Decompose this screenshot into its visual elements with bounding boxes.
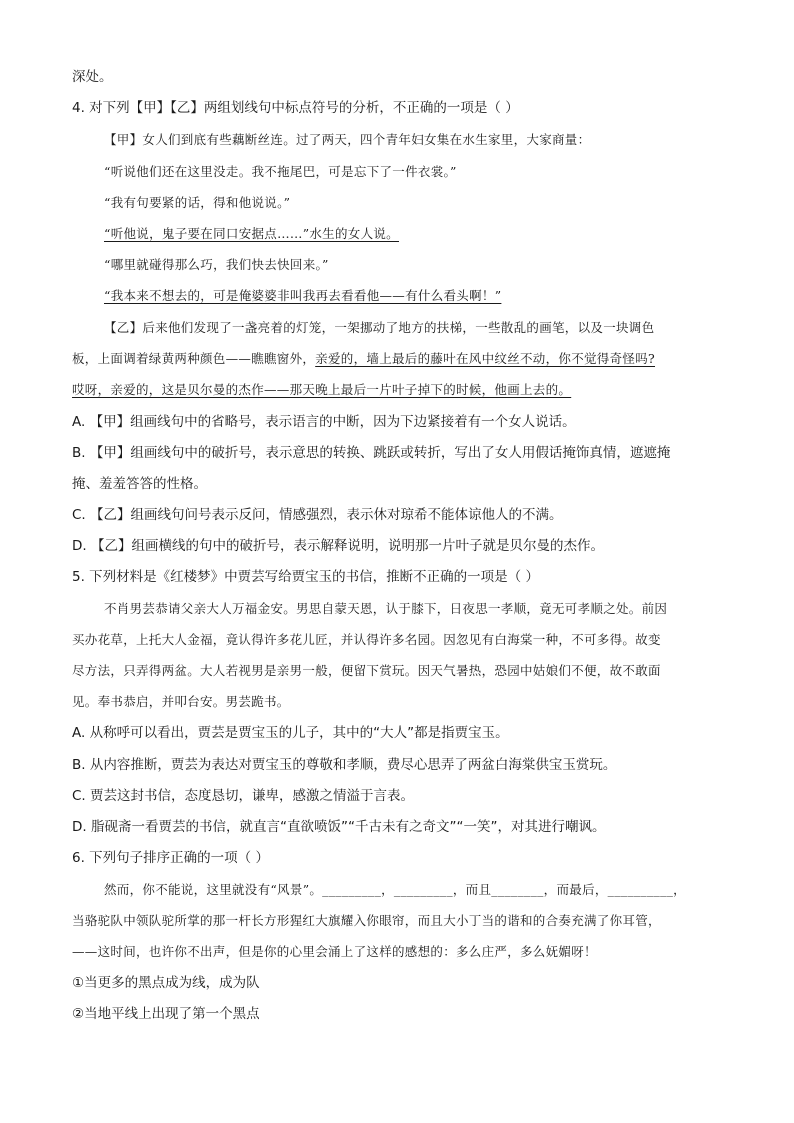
passage-yi-plain: 板，上面调着绿黄两种颜色——瞧瞧窗外， (72, 351, 316, 366)
option-b: B. 从内容推断，贾芸为表达对贾宝玉的尊敬和孝顺，费尽心思弄了两盆白海棠供宝玉赏玩。 (72, 757, 617, 773)
option-b-continued: 掩、羞羞答答的性格。 (72, 476, 207, 492)
option-b: B. 【甲】组画线句中的破折号，表示意思的转换、跳跃或转折，写出了女人用假话掩饰真情，遮遮掩 (72, 445, 671, 461)
option-a: A. 从称呼可以看出，贾芸是贾宝玉的儿子，其中的“大人”都是指贾宝玉。 (72, 725, 509, 741)
passage-yi-line: 【乙】后来他们发现了一盏亮着的灯笼，一架挪动了地方的扶梯，一些散乱的画笔，以及一块调色 (104, 320, 655, 335)
underlined-sentence: 哎呀，亲爱的，这是贝尔曼的杰作——那天晚上最后一片叶子掉下的时候，他画上去的。 (72, 382, 572, 397)
option-d: D. 脂砚斋一看贾芸的书信，就直言“直欲喷饭”“千古未有之奇文”“一笑”，对其进行嘲讽。 (72, 819, 606, 835)
text-line: 深处。 (72, 69, 113, 85)
question-6-title: 6. 下列句子排序正确的一项（ ） (72, 850, 269, 866)
option-d: D. 【乙】组画横线的句中的破折号，表示解释说明，说明那一片叶子就是贝尔曼的杰作。 (72, 538, 604, 554)
option-a: A. 【甲】组画线句中的省略号，表示语言的中断，因为下边紧接着有一个女人说话。 (72, 414, 576, 430)
underlined-sentence: 亲爱的，墙上最后的藤叶在风中纹丝不动，你不觉得奇怪吗? (315, 351, 656, 366)
sentence-option-1: ①当更多的黑点成为线，成为队 (72, 975, 260, 991)
letter-line: 不肖男芸恭请父亲大人万福金安。男思自蒙天恩，认于膝下，日夜思一孝顺，竟无可孝顺之处。前因 (104, 601, 668, 616)
option-c: C. 贾芸这封书信，态度恳切，谦卑，感激之情溢于言表。 (72, 788, 415, 804)
passage-line: ——这时间，也许你不出声，但是你的心里会涌上了这样的感想的：多么庄严，多么妩媚呀！ (72, 944, 597, 959)
passage-jia-line: “我有句要紧的话，得和他说说。” (104, 195, 291, 210)
passage-jia-line: 【甲】女人们到底有些藕断丝连。过了两天，四个青年妇女集在水生家里，大家商量： (104, 132, 591, 147)
option-c: C. 【乙】组画线句问号表示反问，情感强烈，表示休对琼希不能体谅他人的不满。 (72, 507, 563, 523)
passage-line: 然而，你不能说，这里就没有“风景”。_________，_________，而且________，而最后，__________， (104, 882, 686, 897)
letter-line: 见。奉书恭启，并叩台安。男芸跪书。 (72, 694, 290, 709)
letter-line: 买办花草，上托大人金福，竟认得许多花儿匠，并认得许多名园。因忽见有白海棠一种，不可多得。故变 (72, 632, 661, 647)
passage-yi-line (72, 350, 655, 368)
passage-line: 当骆驼队中领队驼所掌的那一杆长方形猩红大旗耀入你眼帘，而且大小丁当的谐和的合奏充满了你耳管， (72, 913, 661, 928)
question-5-title: 5. 下列材料是《红楼梦》中贾芸写给贾宝玉的书信，推断不正确的一项是（ ） (72, 569, 539, 585)
question-4-title: 4. 对下列【甲】【乙】两组划线句中标点符号的分析，不正确的一项是（ ） (72, 100, 519, 116)
underlined-sentence: “听他说，鬼子要在同口安据点……”水生的女人说。 (104, 226, 399, 241)
sentence-option-2: ②当地平线上出现了第一个黑点 (72, 1006, 260, 1022)
passage-jia-line: “哪里就碰得那么巧，我们快去快回来。” (104, 257, 329, 272)
underlined-sentence: “我本来不想去的，可是俺婆婆非叫我再去看看他——有什么看头啊！” (104, 288, 502, 303)
passage-jia-line: “听说他们还在这里没走。我不拖尾巴，可是忘下了一件衣裳。” (104, 164, 457, 179)
letter-line: 尽方法，只弄得两盆。大人若视男是亲男一般，便留下赏玩。因天气暑热，恐园中姑娘们不便，故不敢面 (72, 663, 661, 678)
